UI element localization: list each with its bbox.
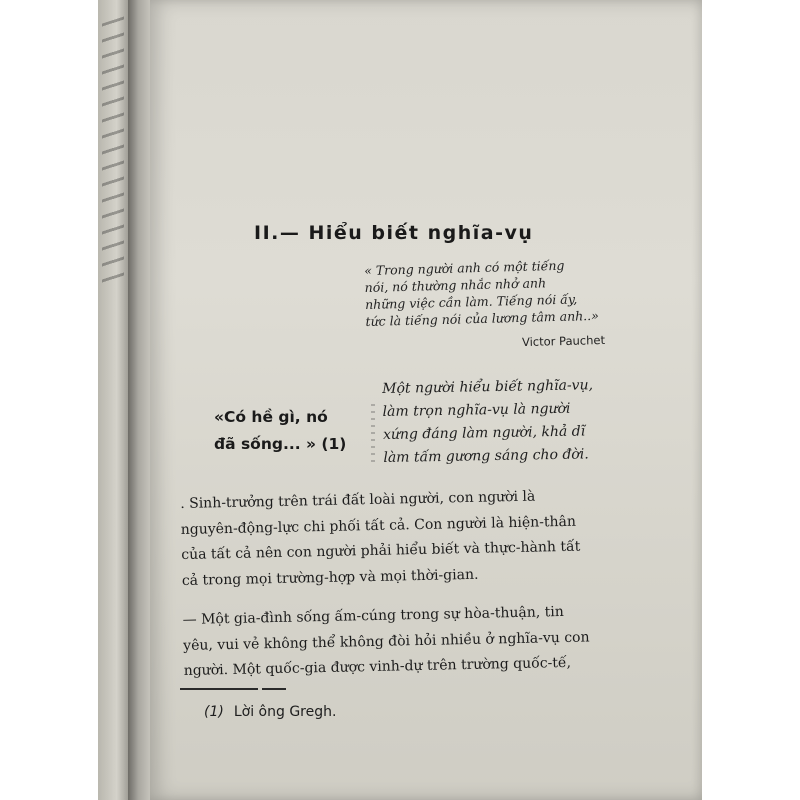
side-quote-line: làm tấm gương sáng cho đời. xyxy=(383,446,589,466)
section-sidehead xyxy=(214,404,346,458)
body-line: của tất cả nên con người phải hiểu biết và thực-hành tất xyxy=(181,538,581,563)
epigraph xyxy=(364,255,622,330)
epigraph-line: tức là tiếng nói của lương tâm anh..» xyxy=(365,307,599,329)
footnote xyxy=(204,704,336,720)
side-quote-line: Một người hiểu biết nghĩa-vụ, xyxy=(382,377,594,397)
body-line: — Một gia-đình sống ấm-cúng trong sự hòa-thuận, tin xyxy=(182,603,564,628)
facing-page-edge xyxy=(98,0,132,800)
footnote-rule xyxy=(180,688,258,690)
side-quote-line: làm trọn nghĩa-vụ là người xyxy=(382,400,571,420)
background-edge xyxy=(702,0,800,800)
body-line: cả trong mọi trường-hợp và mọi thời-gian. xyxy=(181,566,479,589)
epigraph-line: « Trong người anh có một tiếng xyxy=(364,257,565,278)
epigraph-author: Victor Pauchet xyxy=(521,332,606,350)
chapter-heading: II.— Hiểu biết nghĩa-vụ xyxy=(254,222,534,244)
sidehead-line: «Có hề gì, nó xyxy=(214,408,328,426)
side-quote-line: xứng đáng làm người, khả dĩ xyxy=(382,423,586,443)
body-line: nguyên-động-lực chi phối tất cả. Con người là hiện-thân xyxy=(180,513,577,538)
body-text xyxy=(180,482,654,684)
dotted-separator xyxy=(371,404,375,464)
footnote-text: Lời ông Gregh. xyxy=(233,704,337,720)
body-line: người. Một quốc-gia được vinh-dự trên trường quốc-tế, xyxy=(183,654,572,679)
footnote-marker: (1) xyxy=(204,704,224,720)
side-quote xyxy=(382,374,634,470)
epigraph-line: những việc cần làm. Tiếng nói ấy, xyxy=(364,291,578,312)
body-line: yêu, vui vẻ không thể không đòi hỏi nhiều ở nghĩa-vụ con xyxy=(183,628,590,654)
footnote-rule-segment xyxy=(262,688,286,690)
sidehead-line: đã sống... » (1) xyxy=(214,435,347,453)
epigraph-line: nói, nó thường nhắc nhở anh xyxy=(364,275,547,295)
body-line: . Sinh-trưởng trên trái đất loài người, con người là xyxy=(180,488,536,512)
